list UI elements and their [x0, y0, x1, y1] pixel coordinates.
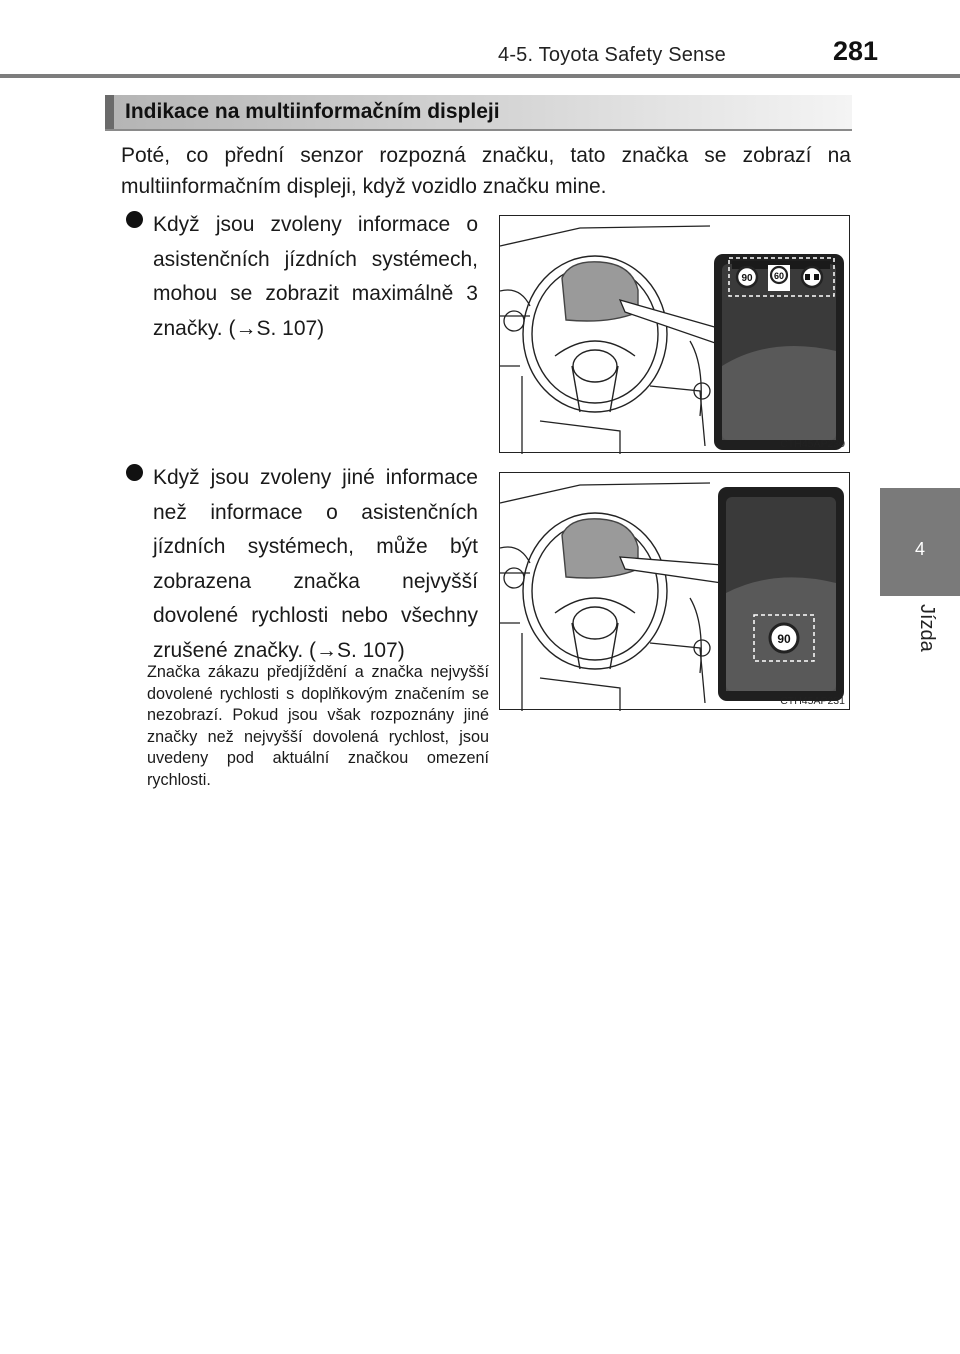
header-divider	[0, 74, 960, 78]
steering-wheel-icon	[523, 256, 667, 412]
figure-code: CTH45AP231	[780, 695, 845, 707]
steering-wheel-icon	[523, 513, 667, 669]
note-paragraph: Značka zákazu předjíždění a značka nejvyšší dovolené rychlosti s doplňkovým značením se nezobrazí. Pokud jsou však rozpoznány jiné značky než nejvyšší dovolená rychlost, jsou uvedeny pod aktuální značkou omezení rychlosti.	[147, 663, 489, 789]
speed-sign-value: 90	[777, 632, 791, 646]
bullet-item-1	[126, 208, 478, 346]
figure-code: CTH45AP230	[780, 438, 845, 450]
figure-dashboard-three-signs	[499, 215, 850, 453]
bullet-item-2	[126, 461, 478, 668]
section-title: Indikace na multiinformačním displeji	[125, 100, 500, 123]
speed-sign-value: 90	[741, 273, 753, 284]
intro-paragraph: Poté, co přední senzor rozpozná značku, tato značka se zobrazí na multiinformačním displeji, když vozidlo značku mine.	[121, 144, 851, 198]
dashboard-illustration	[500, 473, 851, 711]
bullet-text: Když jsou zvoleny informace o asistenčních jízdních systémech, mohou se zobrazit maximálně 3 značky. (→S. 107)	[153, 213, 478, 340]
bullet-icon	[126, 464, 143, 481]
speed-sign-value: 60	[773, 271, 785, 281]
page-number: 281	[833, 36, 879, 66]
bullet-icon	[126, 211, 143, 228]
bullet-text: Když jsou zvoleny jiné informace než informace o asistenčních jízdních systémech, může být zobrazena značka nejvyšší dovolené rychlosti nebo všechny zrušené značky. (→S. 107)	[153, 466, 478, 662]
dashboard-illustration	[500, 216, 851, 454]
chapter-tab: 4	[880, 488, 960, 596]
header-section-title: 4-5. Toyota Safety Sense	[498, 44, 726, 66]
chapter-label: Jízda	[916, 604, 938, 652]
figure-dashboard-one-sign	[499, 472, 850, 710]
section-heading-bar	[105, 95, 852, 129]
